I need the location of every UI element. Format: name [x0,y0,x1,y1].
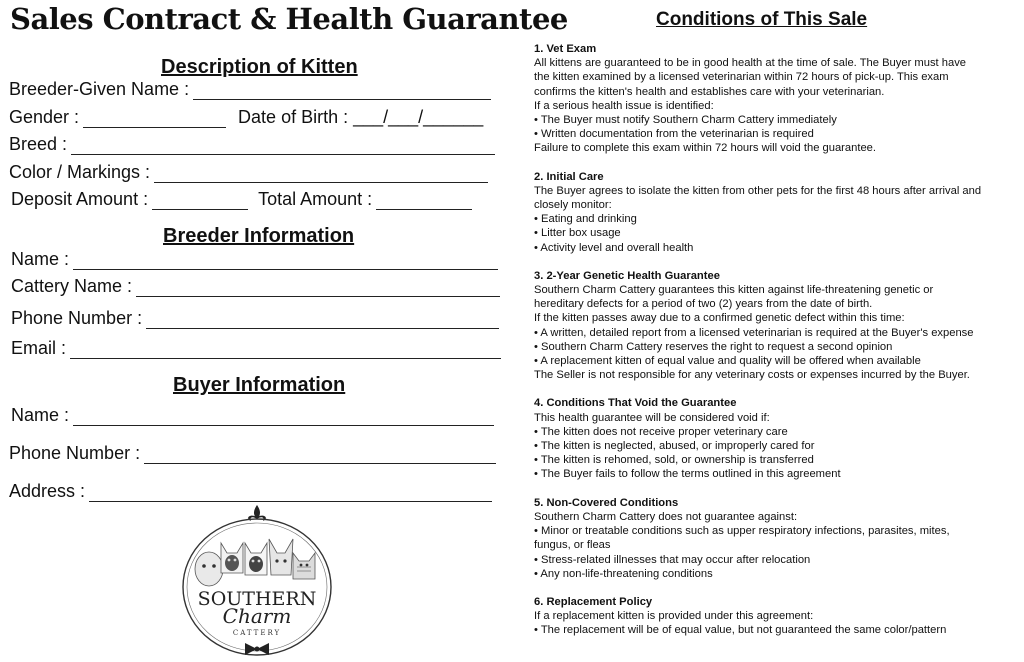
section-line: the kitten examined by a licensed veterinarian within 72 hours of pick-up. This exam [534,71,949,84]
color-field[interactable] [9,162,488,183]
section-line: Southern Charm Cattery does not guarantee against: [534,510,798,523]
color-label: Color / Markings : [9,162,151,182]
breeder-email-label: Email : [11,338,67,358]
deposit-label: Deposit Amount : [11,189,149,209]
section-line: • The replacement will be of equal value, but not guaranteed the same color/pattern [534,624,947,637]
section-line: • The kitten is rehomed, sold, or ownership is transferred [534,454,814,467]
section-line: • Written documentation from the veterinarian is required [534,128,814,141]
section-line: The Buyer agrees to isolate the kitten from other pets for the first 48 hours after arrival and [534,184,982,197]
breeder-given-name-field[interactable] [9,79,491,100]
logo-line3: CATTERY [232,629,282,637]
section-line: • Litter box usage [534,227,621,240]
cattery-logo [177,503,337,661]
section-heading: 5. Non-Covered Conditions [534,496,679,509]
cattery-name-line[interactable] [136,282,500,297]
dob-label: Date of Birth : ___/___/______ [238,107,484,127]
breeder-name-line[interactable] [73,255,498,270]
section-line: hereditary defects for a period of two (2) years from the date of birth. [534,298,873,311]
section-line: fungus, or fleas [534,539,611,552]
section-line: Failure to complete this exam within 72 hours will void the guarantee. [534,142,877,155]
cats-illustration-icon [195,539,315,586]
deposit-field[interactable] [11,189,472,210]
breeder-email-field[interactable] [11,338,501,359]
buyer-address-field[interactable] [9,481,492,502]
deposit-line[interactable] [152,195,248,210]
buyer-address-line[interactable] [89,487,492,502]
section-line: The Seller is not responsible for any veterinary costs or expenses incurred by the Buyer. [534,369,970,382]
buyer-phone-line[interactable] [144,449,496,464]
breed-label: Breed : [9,134,68,154]
cattery-name-label: Cattery Name : [11,276,133,296]
bow-icon [245,643,269,655]
breeder-phone-label: Phone Number : [11,308,143,328]
section-line: If the kitten passes away due to a confirmed genetic defect within this time: [534,312,905,325]
condition-section-1 [534,42,1014,156]
section-line: If a replacement kitten is provided under this agreement: [534,610,814,623]
breeder-given-name-line[interactable] [193,85,491,100]
section-line: • The Buyer fails to follow the terms outlined in this agreement [534,468,841,481]
section-heading: 4. Conditions That Void the Guarantee [534,397,737,410]
buyer-address-label: Address : [9,481,86,501]
buyer-phone-label: Phone Number : [9,443,141,463]
section-line: confirms the kitten's health and establishes care with your veterinarian. [534,85,885,98]
total-line[interactable] [376,195,472,210]
buyer-phone-field[interactable] [9,443,496,464]
condition-section-4 [534,396,1014,481]
section-line: • Any non-life-threatening conditions [534,567,713,580]
description-heading: Description of Kitten [161,56,358,78]
breeder-phone-field[interactable] [11,308,499,329]
condition-section-6 [534,595,1014,638]
conditions-body [534,42,1014,652]
section-heading: 2. Initial Care [534,170,604,183]
section-line: • Eating and drinking [534,213,637,226]
breeder-heading: Breeder Information [163,225,355,247]
section-line: If a serious health issue is identified: [534,99,714,112]
cattery-name-field[interactable] [11,276,500,297]
condition-section-5 [534,496,1014,581]
section-line: • The kitten is neglected, abused, or improperly cared for [534,440,815,453]
buyer-name-label: Name : [11,405,70,425]
section-line: closely monitor: [534,199,612,212]
section-line: • A replacement kitten of equal value and quality will be offered when available [534,355,921,368]
section-line: • Activity level and overall health [534,241,694,254]
section-line: • The Buyer must notify Southern Charm Cattery immediately [534,114,837,127]
gender-line[interactable] [83,113,226,128]
breeder-phone-line[interactable] [146,314,499,329]
section-line: • A written, detailed report from a licensed veterinarian is required at the Buyer's expense [534,326,974,339]
buyer-name-line[interactable] [73,411,494,426]
total-label: Total Amount : [258,189,373,209]
condition-section-3 [534,269,1014,383]
section-line: • Southern Charm Cattery reserves the right to request a second opinion [534,340,893,353]
breeder-email-line[interactable] [70,344,501,359]
section-line: • Stress-related illnesses that may occur after relocation [534,553,811,566]
breeder-given-name-label: Breeder-Given Name : [9,79,190,99]
buyer-heading: Buyer Information [173,374,346,396]
section-heading: 6. Replacement Policy [534,595,653,608]
gender-field[interactable] [9,107,483,128]
breeder-name-field[interactable] [11,249,498,270]
section-line: Southern Charm Cattery guarantees this kitten against life-threatening genetic or [534,284,934,297]
breeder-name-label: Name : [11,249,70,269]
condition-section-2 [534,170,1014,255]
logo-line1: SOUTHERN [197,588,317,610]
section-line: This health guarantee will be considered void if: [534,411,770,424]
breed-field[interactable] [9,134,495,155]
section-heading: 1. Vet Exam [534,43,597,55]
page-title: Sales Contract & Health Guarantee [10,2,568,36]
section-line: • Minor or treatable conditions such as upper respiratory infections, parasites, mites, [534,525,950,538]
section-heading: 3. 2-Year Genetic Health Guarantee [534,269,720,282]
section-line: • The kitten does not receive proper veterinary care [534,425,788,438]
conditions-heading: Conditions of This Sale [656,9,868,30]
gender-label: Gender : [9,107,80,127]
buyer-name-field[interactable] [11,405,494,426]
logo-line2: Charm [222,604,292,628]
color-line[interactable] [154,168,488,183]
section-line: All kittens are guaranteed to be in good health at the time of sale. The Buyer must have [534,57,967,70]
breed-line[interactable] [71,140,495,155]
